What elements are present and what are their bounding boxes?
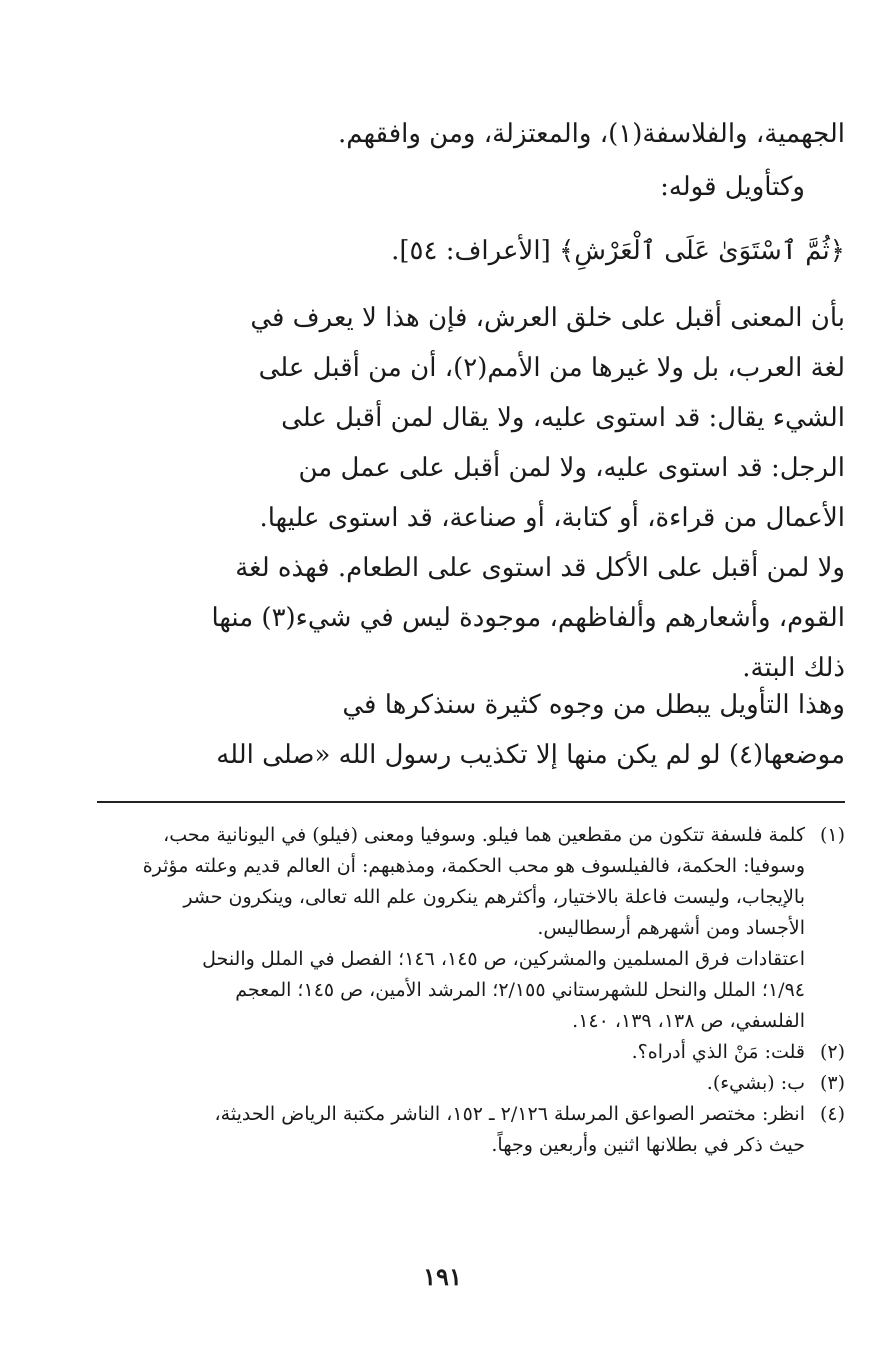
text-line: ذلك البتة. (742, 653, 845, 683)
footnote-number: (١) (819, 824, 845, 846)
quote-intro: وكتأويل قوله: (660, 172, 805, 202)
paragraph-1 (211, 293, 845, 693)
text-line: الرجل: قد استوى عليه، ولا لمن أقبل على عمل من (298, 453, 845, 483)
footnote-line: حيث ذكر في بطلانها اثنين وأربعين وجهاً. (491, 1134, 805, 1156)
quran-verse: ﴿ثُمَّ ٱسْتَوَىٰ عَلَى ٱلْعَرْشِ﴾ [الأعراف: ٥٤]. (391, 236, 845, 266)
footnote-text: ب: (بشيء). (706, 1072, 805, 1094)
footnote-line: الأجساد ومن أشهرهم أرسطاليس. (537, 917, 805, 939)
footnote-line: الفلسفي، ص ١٣٨، ١٣٩، ١٤٠. (572, 1010, 805, 1032)
footnote-number: (٢) (819, 1041, 845, 1063)
page-number: ١٩١ (423, 1262, 462, 1291)
footnote-number: (٣) (819, 1072, 845, 1094)
footnote-line (95, 820, 845, 851)
text-line: الأعمال من قراءة، أو كتابة، أو صناعة، قد استوى عليها. (259, 503, 845, 533)
footnote-divider (97, 801, 845, 803)
text-line: ولا لمن أقبل على الأكل قد استوى على الطعام. فهذه لغة (235, 553, 845, 583)
footnotes (95, 820, 845, 1161)
text-line: موضعها(٤) لو لم يكن منها إلا تكذيب رسول الله «صلى الله (216, 740, 845, 770)
footnote-text: كلمة فلسفة تتكون من مقطعين هما فيلو. وسوفيا ومعنى (فيلو) في اليونانية محب، (163, 824, 805, 846)
text-line: الشيء يقال: قد استوى عليه، ولا يقال لمن أقبل على (281, 403, 845, 433)
footnote-line (95, 1068, 845, 1099)
text-line: القوم، وأشعارهم وألفاظهم، موجودة ليس في شيء(٣) منها (211, 603, 845, 633)
footnote-line: ١/٩٤؛ الملل والنحل للشهرستاني ٢/١٥٥؛ المرشد الأمين، ص ١٤٥؛ المعجم (235, 979, 805, 1001)
footnote-number: (٤) (819, 1103, 845, 1125)
text-line: بأن المعنى أقبل على خلق العرش، فإن هذا لا يعرف في (250, 303, 845, 333)
footnote-text: قلت: مَنْ الذي أدراه؟. (631, 1041, 805, 1063)
text-line: لغة العرب، بل ولا غيرها من الأمم(٢)، أن من أقبل على (258, 353, 845, 383)
footnote-line: وسوفيا: الحكمة، فالفيلسوف هو محب الحكمة، ومذهبهم: أن العالم قديم وعلته مؤثرة (142, 855, 805, 877)
paragraph-2 (216, 680, 845, 780)
text-line: الجهمية، والفلاسفة(١)، والمعتزلة، ومن وافقهم. (338, 119, 845, 149)
text-line: وهذا التأويل يبطل من وجوه كثيرة سنذكرها في (342, 690, 845, 720)
footnote-text: انظر: مختصر الصواعق المرسلة ٢/١٢٦ ـ ١٥٢، الناشر مكتبة الرياض الحديثة، (214, 1103, 805, 1125)
footnote-line: بالإيجاب، وليست فاعلة بالاختيار، وأكثرهم ينكرون علم الله تعالى، وينكرون حشر (183, 886, 805, 908)
footnote-line (95, 1037, 845, 1068)
footnote-line (95, 1099, 845, 1130)
footnote-line: اعتقادات فرق المسلمين والمشركين، ص ١٤٥، ١٤٦؛ الفصل في الملل والنحل (202, 948, 805, 970)
